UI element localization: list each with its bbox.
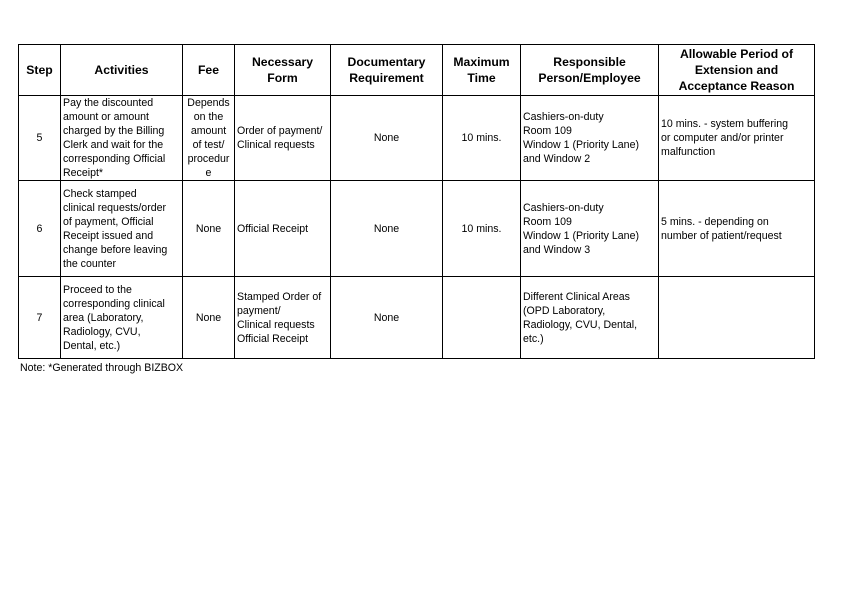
header-fee: Fee [183,45,235,96]
footnote: Note: *Generated through BIZBOX [20,362,184,374]
responsible-cell: Different Clinical Areas (OPD Laboratory, Radiology, CVU, Dental, etc.) [521,277,659,359]
header-responsible-person: Responsible Person/Employee [521,45,659,96]
fee-cell: None [183,181,235,277]
activities-cell: Proceed to the corresponding clinical area (Laboratory, Radiology, CVU, Dental, etc.) [61,277,183,359]
fee-cell: None [183,277,235,359]
activities-cell: Check stamped clinical requests/order of payment, Official Receipt issued and change before leaving the counter [61,181,183,277]
header-step: Step [19,45,61,96]
table-row [19,277,815,359]
step-cell: 7 [19,277,61,359]
header-activities: Activities [61,45,183,96]
allowable-cell: 10 mins. - system buffering or computer and/or printer malfunction [659,96,815,181]
header-row [19,45,815,96]
allowable-cell [659,277,815,359]
form-cell: Order of payment/ Clinical requests [235,96,331,181]
activities-cell: Pay the discounted amount or amount charged by the Billing Clerk and wait for the corresponding Official Receipt* [61,96,183,181]
form-cell: Stamped Order of payment/ Clinical requests Official Receipt [235,277,331,359]
responsible-cell: Cashiers-on-duty Room 109 Window 1 (Priority Lane) and Window 3 [521,181,659,277]
header-documentary-requirement: Documentary Requirement [331,45,443,96]
process-table [18,44,815,359]
docreq-cell: None [331,181,443,277]
table-row [19,181,815,277]
docreq-cell: None [331,277,443,359]
table-row [19,96,815,181]
header-maximum-time: Maximum Time [443,45,521,96]
step-cell: 6 [19,181,61,277]
header-necessary-form: Necessary Form [235,45,331,96]
maxtime-cell [443,277,521,359]
header-allowable-period: Allowable Period of Extension and Acceptance Reason [659,45,815,96]
maxtime-cell: 10 mins. [443,96,521,181]
responsible-cell: Cashiers-on-duty Room 109 Window 1 (Priority Lane) and Window 2 [521,96,659,181]
allowable-cell: 5 mins. - depending on number of patient/request [659,181,815,277]
docreq-cell: None [331,96,443,181]
form-cell: Official Receipt [235,181,331,277]
maxtime-cell: 10 mins. [443,181,521,277]
fee-cell: Depends on the amount of test/ procedur e [183,96,235,181]
step-cell: 5 [19,96,61,181]
